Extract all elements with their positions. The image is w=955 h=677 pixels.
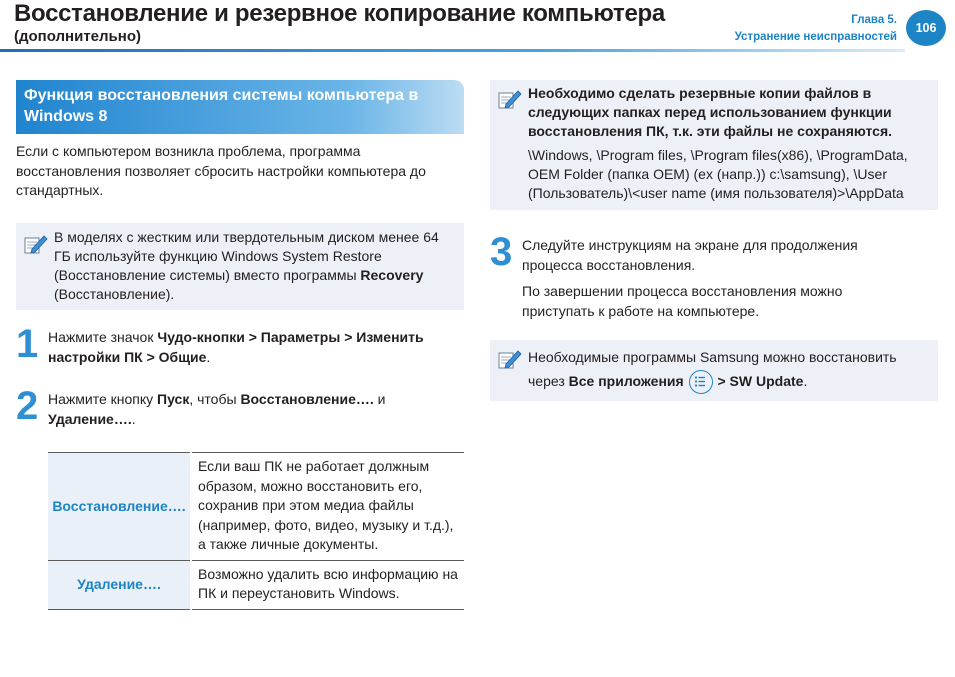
note-pencil-icon [497, 347, 523, 371]
samsung-note-sw-update: > SW Update [717, 373, 804, 389]
samsung-note-suffix: . [803, 373, 808, 389]
note-box-backup [490, 80, 938, 210]
step-2-suffix: . [131, 411, 136, 427]
step-1-suffix: . [206, 349, 211, 365]
page-title: Восстановление и резервное копирование компьютера [14, 0, 665, 27]
options-table [48, 452, 464, 610]
step-1-number: 1 [16, 322, 39, 366]
option-description-restore: Если ваш ПК не работает должным образом, можно восстановить его, сохранив при этом медиа файлы (например, фото, видео, музыку и т.д.), а также личные документы. [191, 453, 464, 561]
step-1-path: Чудо-кнопки > Параметры > Изменить настройки ПК > Общие [48, 329, 424, 365]
note-text [54, 228, 456, 304]
note-box-recovery [16, 223, 464, 310]
samsung-note-all-apps: Все приложения [568, 373, 684, 389]
section-heading: Функция восстановления системы компьютера в Windows 8 [16, 80, 464, 134]
step-2-remove: Удаление…. [48, 411, 132, 427]
note-text-bold: Recovery [360, 267, 424, 283]
backup-note-paths: \Windows, \Program files, \Program files(x86), \ProgramData, OEM Folder (папка OEM) (ex (напр.)) c:\samsung), \User (Пользователь)\<user name (имя пользователя)>\AppData [528, 147, 908, 201]
samsung-note-prefix: Необходимые программы Samsung можно восстановить через [528, 349, 897, 389]
option-name-remove: Удаление…. [48, 560, 191, 609]
step-1-text [48, 327, 468, 367]
step-2-mid2: и [373, 391, 386, 407]
samsung-note-text [528, 345, 932, 394]
step-2-mid: , чтобы [189, 391, 241, 407]
step-2-number: 2 [16, 384, 39, 428]
step-2-prefix: Нажмите кнопку [48, 391, 158, 407]
step-2-restore: Восстановление…. [240, 391, 374, 407]
page-number-badge: 106 [906, 10, 946, 46]
option-name-restore: Восстановление…. [48, 453, 191, 561]
header-divider [0, 49, 905, 52]
step-3-text-2: По завершении процесса восстановления можно приступать к работе на компьютере. [522, 283, 843, 319]
note-pencil-icon [497, 87, 523, 111]
note-text-part1: В моделях с жестким или твердотельным диском менее 64 ГБ используйте функцию Windows System Restore (Восстановление системы) вместо программы [54, 229, 439, 283]
chapter-label: Глава 5. [851, 14, 897, 26]
step-2-text [48, 389, 464, 429]
step-1-prefix: Нажмите значок [48, 329, 158, 345]
page-subtitle: (дополнительно) [14, 28, 141, 45]
table-row [48, 453, 464, 561]
backup-note-title: Необходимо сделать резервные копии файлов в следующих папках перед использованием функции восстановления ПК, т.к. эти файлы не сохраняются. [528, 85, 893, 139]
step-2-start: Пуск [157, 391, 190, 407]
option-description-remove: Возможно удалить всю информацию на ПК и переустановить Windows. [191, 560, 464, 609]
table-row [48, 560, 464, 609]
step-3-number: 3 [490, 230, 513, 274]
note-pencil-icon [23, 232, 49, 256]
intro-paragraph: Если с компьютером возникла проблема, программа восстановления позволяет сбросить настройки компьютера до стандартных. [16, 143, 426, 198]
step-3-text: Следуйте инструкциям на экране для продолжения процесса восстановления. [522, 237, 858, 273]
note-text-part2: (Восстановление). [54, 286, 175, 302]
chapter-name: Устранение неисправностей [734, 31, 897, 43]
chapter-info [735, 12, 897, 46]
all-apps-icon [689, 370, 713, 394]
note-box-samsung [490, 340, 938, 401]
